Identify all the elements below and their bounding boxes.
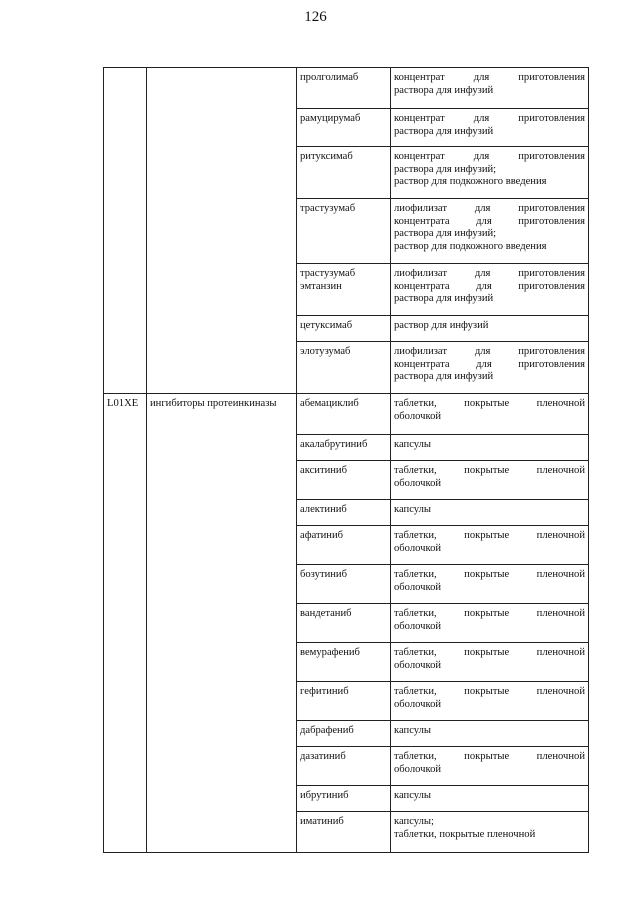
dosage-form-line: таблетки, покрытые пленочной (394, 569, 585, 580)
drug-name: пролголимаб (300, 72, 359, 83)
dosage-form-cell (391, 109, 589, 147)
dosage-form-line: оболочкой (394, 477, 442, 489)
dosage-form-line: таблетки, покрытые пленочной (394, 751, 585, 762)
drug-name: акалабрутиниб (300, 439, 368, 450)
dosage-form-cell (391, 721, 589, 747)
dosage-form-line: концентрата для приготовления (394, 358, 585, 370)
dosage-form-line: оболочкой (394, 620, 442, 632)
table-row (104, 68, 589, 109)
drug-name-cell (297, 147, 391, 199)
dosage-form-cell (391, 812, 589, 853)
dosage-form-cell (391, 199, 589, 264)
drug-name-cell (297, 747, 391, 786)
drug-name-cell (297, 682, 391, 721)
dosage-form-line: капсулы; (394, 816, 434, 827)
dosage-form-cell (391, 786, 589, 812)
dosage-form-line: раствора для инфузий (394, 293, 494, 305)
drug-name: рамуцирумаб (300, 113, 361, 124)
dosage-form-line: оболочкой (394, 659, 442, 671)
drug-name: эмтанзин (300, 280, 342, 292)
drug-name: ритуксимаб (300, 151, 353, 162)
group-name-cell (147, 68, 297, 394)
dosage-form-line: раствора для инфузий (394, 125, 494, 137)
dosage-form-cell (391, 604, 589, 643)
dosage-form-cell (391, 526, 589, 565)
dosage-form-line: таблетки, покрытые пленочной (394, 398, 585, 409)
dosage-form-line: таблетки, покрытые пленочной (394, 686, 585, 697)
drug-name-cell (297, 604, 391, 643)
dosage-form-line: раствора для инфузий; (394, 228, 497, 240)
dosage-form-line: раствор для инфузий (394, 320, 489, 331)
dosage-form-line: капсулы (394, 790, 432, 801)
drug-name: вемурафениб (300, 647, 360, 658)
dosage-form-line: оболочкой (394, 581, 442, 593)
dosage-form-cell (391, 435, 589, 461)
atc-code: L01XE (107, 398, 139, 409)
dosage-form-line: таблетки, покрытые пленочной (394, 465, 585, 476)
dosage-form-line: оболочкой (394, 542, 442, 554)
dosage-form-line: капсулы (394, 504, 432, 515)
drug-name: элотузумаб (300, 346, 351, 357)
dosage-form-line: таблетки, покрытые пленочной (394, 647, 585, 658)
drug-name: дабрафениб (300, 725, 354, 736)
drug-name-cell (297, 109, 391, 147)
drug-name: трастузумаб (300, 203, 356, 214)
drug-name: иматиниб (300, 816, 344, 827)
dosage-form-line: раствора для инфузий (394, 371, 494, 383)
dosage-form-line: оболочкой (394, 763, 442, 775)
drug-name-cell (297, 435, 391, 461)
drug-name: гефитиниб (300, 686, 349, 697)
drug-name: акситиниб (300, 465, 347, 476)
drug-name: трастузумаб (300, 268, 356, 279)
dosage-form-cell (391, 461, 589, 500)
dosage-form-line: раствора для инфузий; (394, 163, 497, 175)
atc-code-cell (104, 68, 147, 394)
drug-name-cell (297, 68, 391, 109)
dosage-form-line: лиофилизат для приготовления (394, 346, 585, 357)
drug-name: вандетаниб (300, 608, 352, 619)
drug-name-cell (297, 316, 391, 342)
dosage-form-line: концентрат для приготовления (394, 151, 585, 162)
table-row (104, 394, 589, 435)
drug-name: афатиниб (300, 530, 344, 541)
dosage-form-cell (391, 264, 589, 316)
dosage-form-cell (391, 682, 589, 721)
drug-name: абемациклиб (300, 398, 359, 409)
drug-name: дазатиниб (300, 751, 346, 762)
dosage-form-line: таблетки, покрытые пленочной (394, 530, 585, 541)
drug-name-cell (297, 643, 391, 682)
dosage-form-line: концентрат для приготовления (394, 113, 585, 124)
dosage-form-line: лиофилизат для приготовления (394, 203, 585, 214)
dosage-form-line: раствор для подкожного введения (394, 240, 547, 252)
drug-name-cell (297, 500, 391, 526)
dosage-form-cell (391, 643, 589, 682)
drug-name-cell (297, 786, 391, 812)
drug-name: цетуксимаб (300, 320, 353, 331)
dosage-form-line: таблетки, покрытые пленочной (394, 828, 536, 840)
dosage-form-line: раствора для инфузий (394, 84, 494, 96)
dosage-form-line: раствор для подкожного введения (394, 176, 547, 188)
drug-table (103, 67, 589, 853)
dosage-form-line: оболочкой (394, 698, 442, 710)
drug-name-cell (297, 812, 391, 853)
dosage-form-line: лиофилизат для приготовления (394, 268, 585, 279)
dosage-form-line: концентрата для приготовления (394, 215, 585, 227)
dosage-form-cell (391, 316, 589, 342)
dosage-form-cell (391, 500, 589, 526)
dosage-form-cell (391, 565, 589, 604)
dosage-form-cell (391, 342, 589, 394)
drug-name: ибрутиниб (300, 790, 349, 801)
drug-name-cell (297, 461, 391, 500)
drug-name-cell (297, 199, 391, 264)
dosage-form-cell (391, 394, 589, 435)
dosage-form-line: таблетки, покрытые пленочной (394, 608, 585, 619)
drug-name: бозутиниб (300, 569, 347, 580)
dosage-form-line: концентрат для приготовления (394, 72, 585, 83)
drug-name-cell (297, 526, 391, 565)
drug-name-cell (297, 721, 391, 747)
drug-name: алектиниб (300, 504, 347, 515)
dosage-form-cell (391, 747, 589, 786)
drug-name-cell (297, 394, 391, 435)
dosage-form-cell (391, 147, 589, 199)
dosage-form-line: капсулы (394, 439, 432, 450)
drug-name-cell (297, 565, 391, 604)
dosage-form-line: капсулы (394, 725, 432, 736)
group-name: ингибиторы протеинкиназы (150, 398, 277, 409)
atc-code-cell (104, 394, 147, 853)
dosage-form-cell (391, 68, 589, 109)
drug-name-cell (297, 264, 391, 316)
group-name-cell (147, 394, 297, 853)
dosage-form-line: оболочкой (394, 410, 442, 422)
dosage-form-line: концентрата для приготовления (394, 280, 585, 292)
drug-name-cell (297, 342, 391, 394)
page-number: 126 (304, 9, 327, 25)
